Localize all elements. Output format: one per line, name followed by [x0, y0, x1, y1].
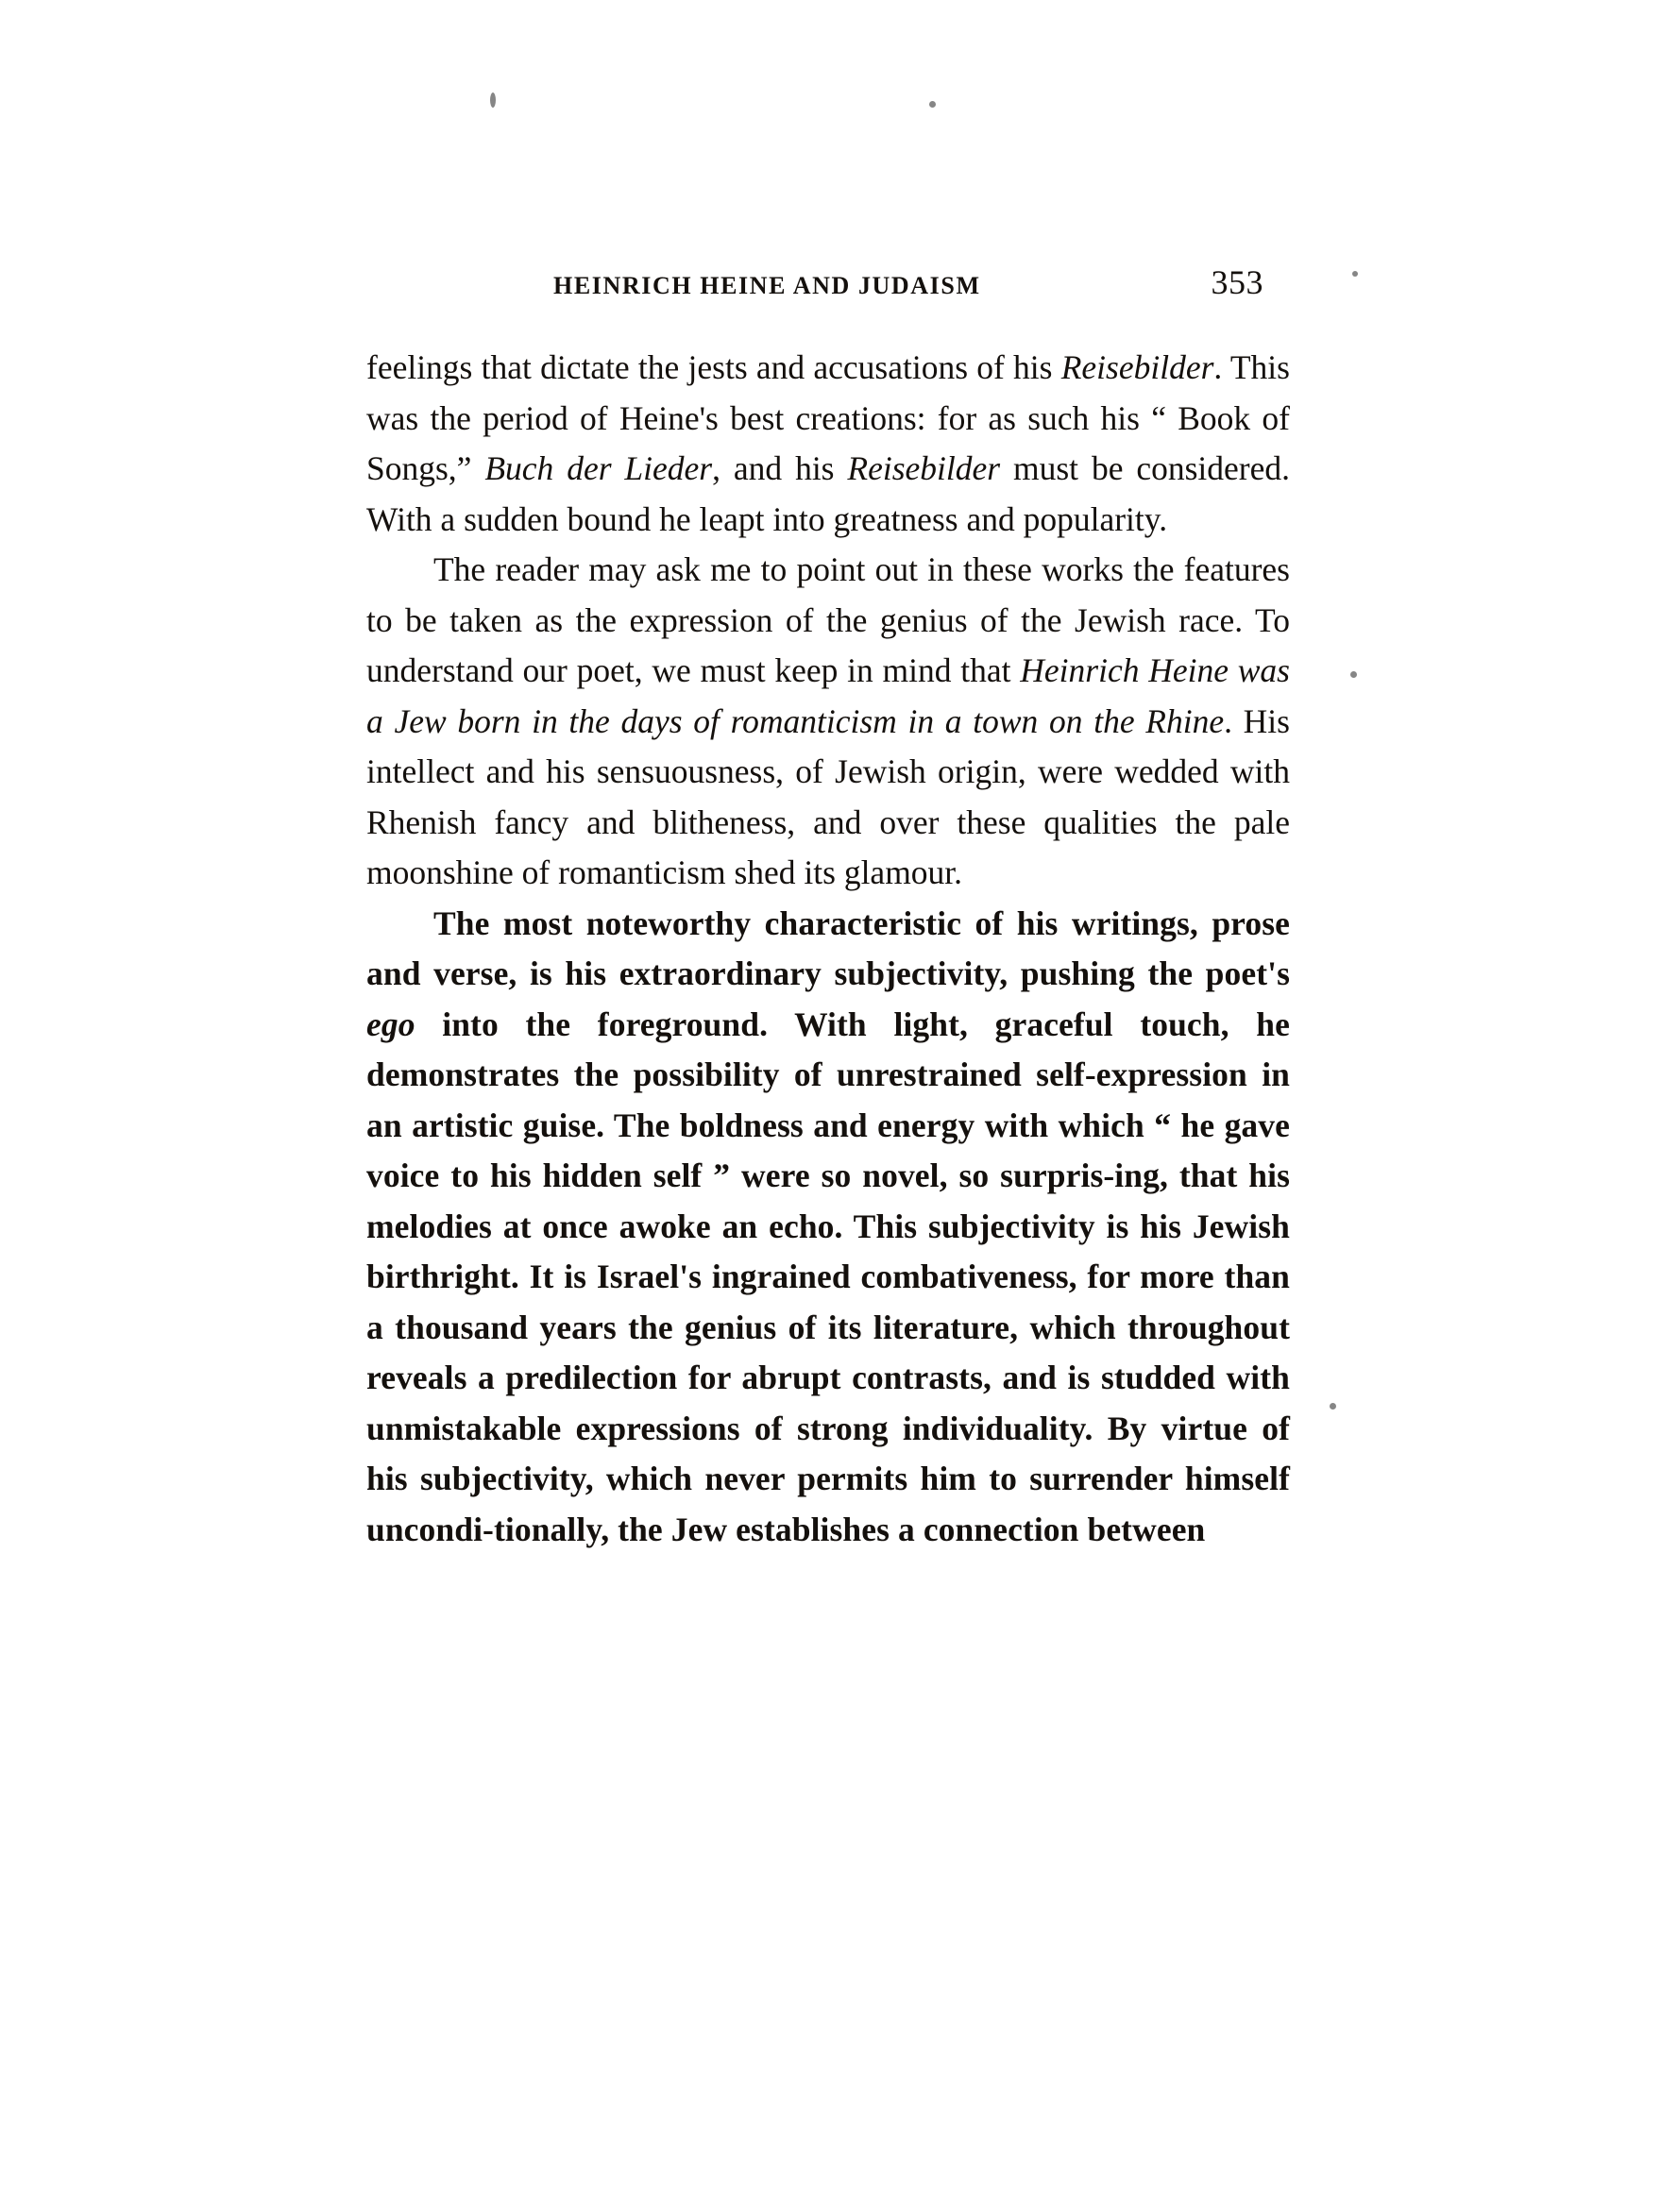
page-header — [553, 262, 1271, 302]
scan-speck — [929, 101, 936, 108]
scan-speck — [490, 93, 496, 108]
paragraph: The most noteworthy characteristic of his writings, prose and verse, is his extraordinary subjectivity, pushing the poet's ego into the foreground. With light, graceful touch, he demonstrates the possibility of unrestrained self-expression in an artistic guise. The boldness and energy with which “ he gave voice to his hidden self ” were so novel, so surpris-ing, that his melodies at once awoke an echo. This subjectivity is his Jewish birthright. It is Israel's ingrained combativeness, for more than a thousand years the genius of its literature, which throughout reveals a predilection for abrupt contrasts, and is studded with unmistakable expressions of strong individuality. By virtue of his subjectivity, which never permits him to surrender himself uncondi-tionally, the Jew establishes a connection between — [366, 903, 1290, 1548]
paragraph: feelings that dictate the jests and accusations of his Reisebilder. This was the period of Heine's best creations: for as such his “ Book of Songs,” Buch der Lieder, and his Reisebilder must be considered. With a sudden bound he leapt into greatness and popularity. — [366, 348, 1290, 538]
body-text-column — [366, 343, 1290, 1555]
paragraph: The reader may ask me to point out in these works the features to be taken as the expression of the genius of the Jewish race. To understand our poet, we must keep in mind that Heinrich Heine was a Jew born in the days of romanticism in a town on the Rhine. His intellect and his sensuousness, of Jewish origin, were wedded with Rhenish fancy and blitheness, and over these qualities the pale moonshine of romanticism shed its glamour. — [366, 550, 1290, 891]
page-number: 353 — [1211, 263, 1263, 301]
scan-speck — [1350, 671, 1357, 678]
scan-speck — [1330, 1403, 1336, 1410]
scan-speck — [1352, 271, 1358, 277]
running-title: HEINRICH HEINE AND JUDAISM — [553, 272, 981, 299]
